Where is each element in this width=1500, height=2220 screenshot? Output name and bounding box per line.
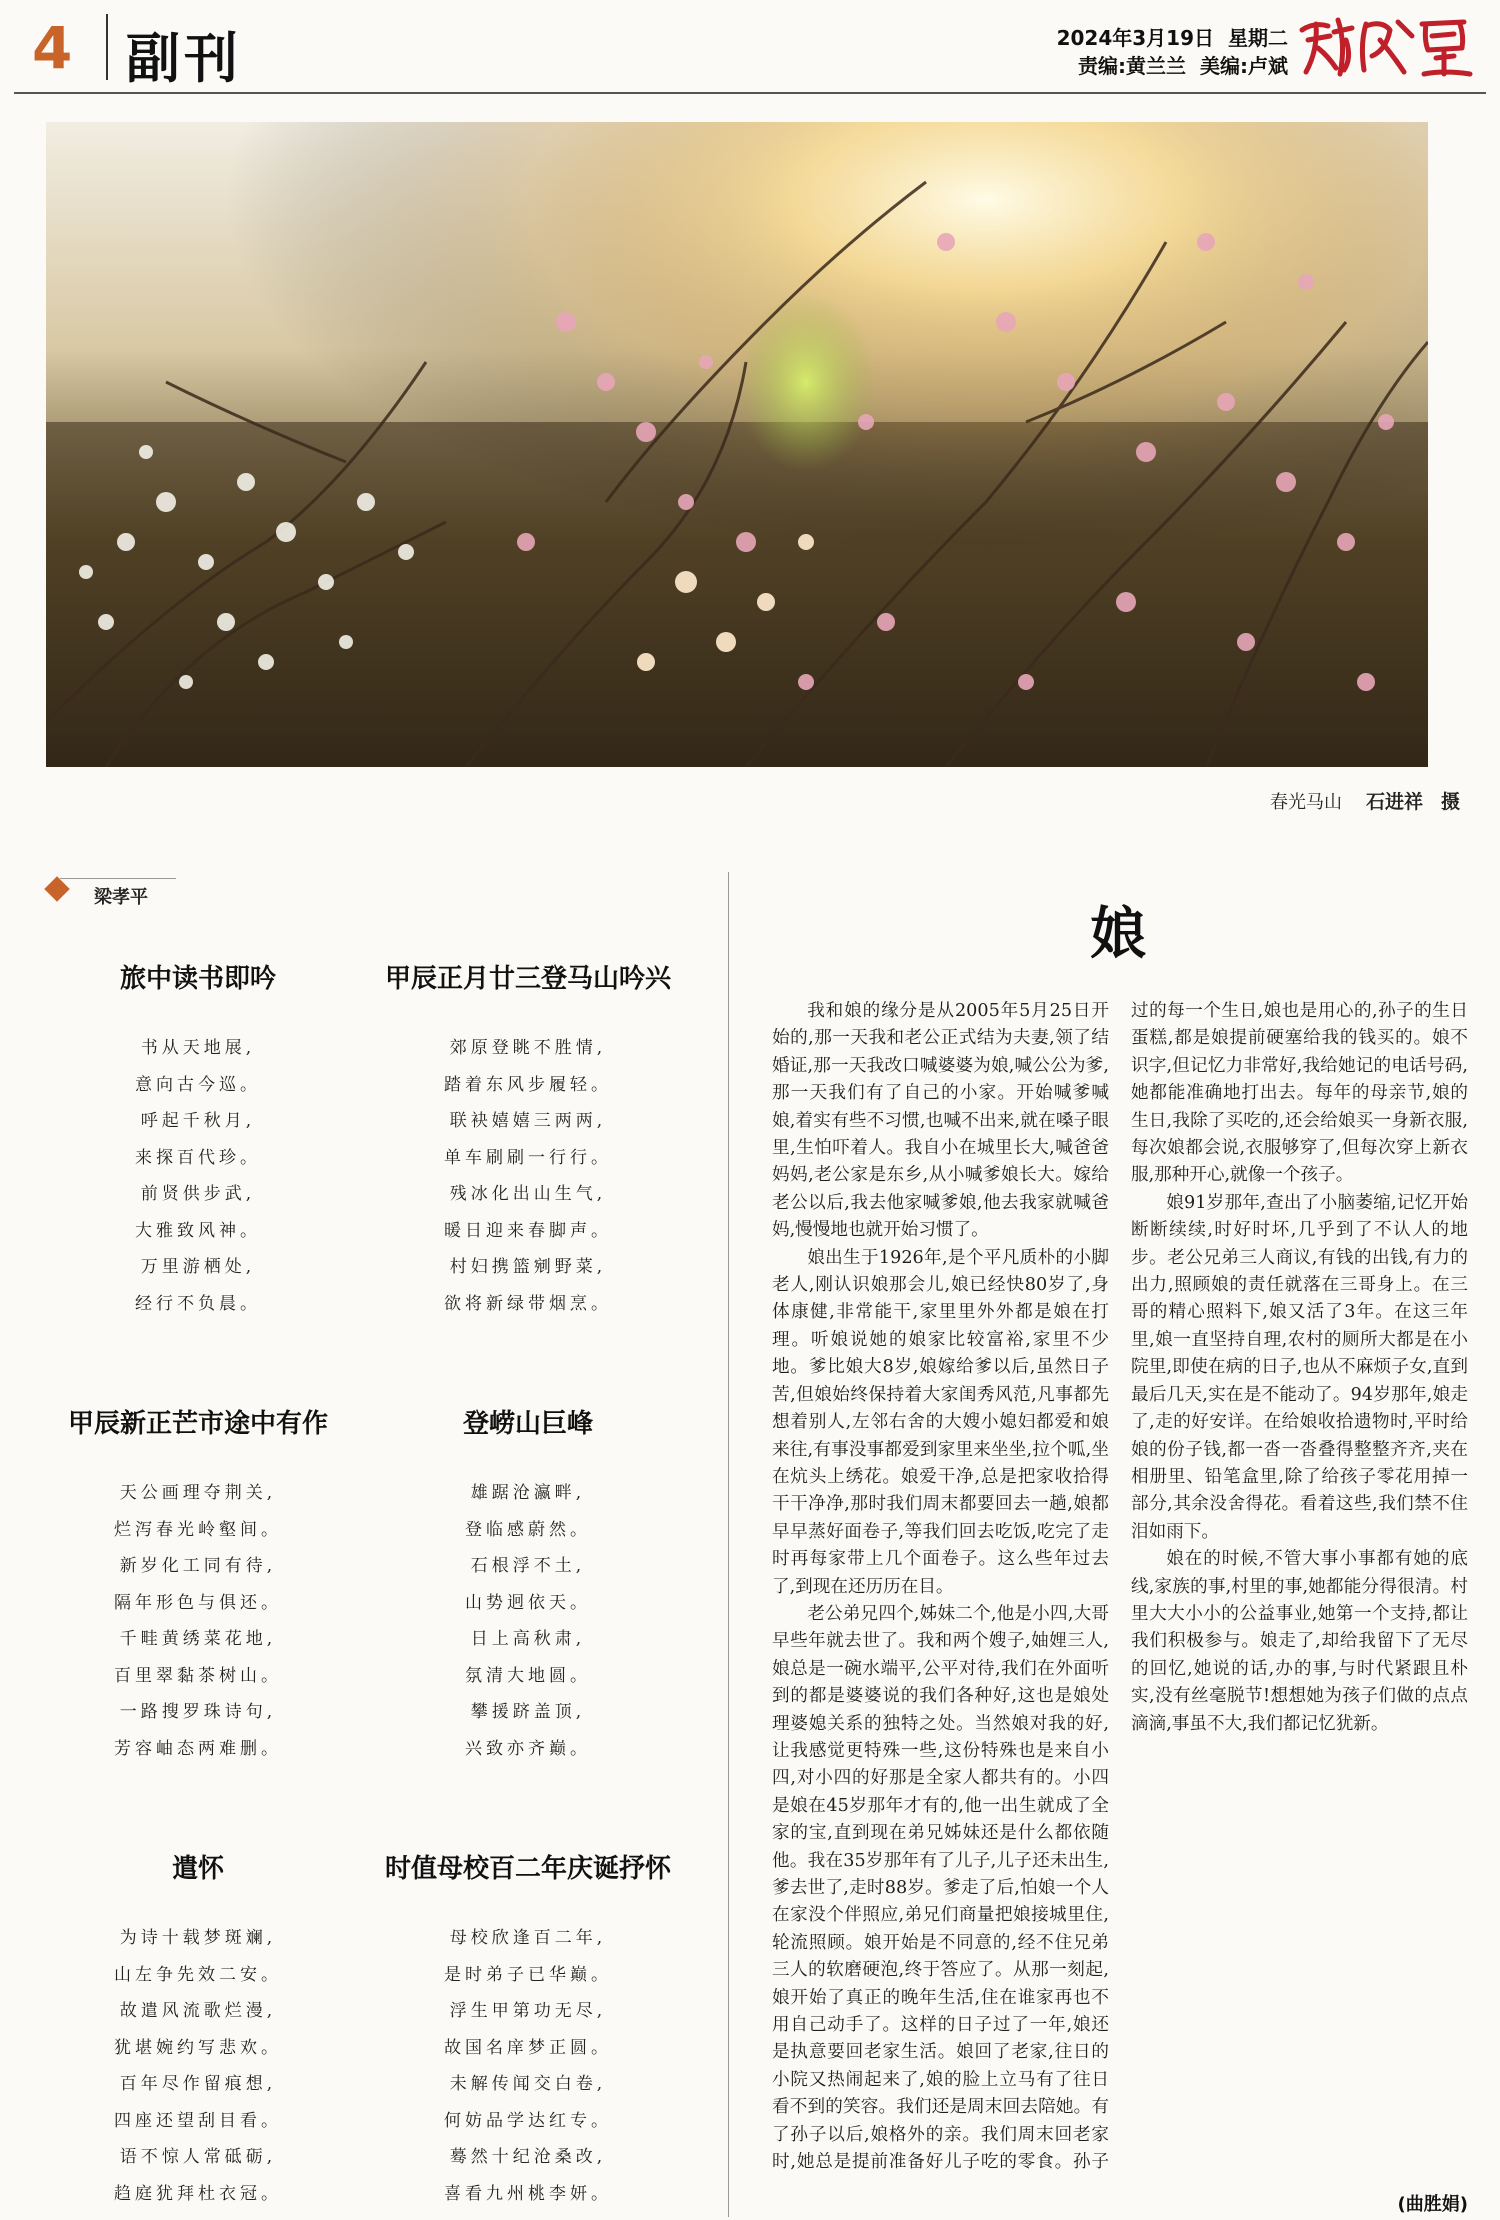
page-number: 4 bbox=[32, 14, 73, 82]
poem-1 bbox=[38, 958, 358, 1322]
section-title: 副刊 bbox=[126, 27, 242, 90]
poem-line: 兴致亦齐巅。 bbox=[465, 1738, 591, 1759]
poem-5 bbox=[38, 1848, 358, 2212]
poem-title: 登崂山巨峰 bbox=[462, 1409, 593, 1439]
poem-line: 四座还望刮目看。 bbox=[114, 2110, 282, 2131]
issue-date: 2024年3月19日 bbox=[1056, 26, 1214, 50]
plum-blossom-photo bbox=[46, 122, 1428, 767]
poem-line: 是时弟子已华巅。 bbox=[444, 1964, 612, 1985]
newspaper-logo bbox=[1294, 10, 1476, 82]
poem-line: 氛清大地圆。 bbox=[465, 1665, 591, 1686]
poem-line: 山左争先效二安。 bbox=[114, 1964, 282, 1985]
poem-line: 书从天地展, bbox=[140, 1038, 256, 1058]
poem-line: 经行不负晨。 bbox=[135, 1293, 261, 1314]
masthead-divider bbox=[106, 14, 108, 80]
poet-rule bbox=[60, 878, 176, 879]
poem-line: 攀援跻盖顶, bbox=[470, 1702, 586, 1722]
poem-line: 千畦黄绣菜花地, bbox=[119, 1629, 277, 1649]
photo-image bbox=[46, 122, 1428, 767]
designer: 美编:卢斌 bbox=[1200, 54, 1288, 78]
poem-line: 联袂嬉嬉三两两, bbox=[449, 1111, 607, 1131]
caption-title: 春光马山 bbox=[1269, 792, 1342, 813]
masthead-rule bbox=[14, 92, 1486, 94]
poem-line: 何妨品学达红专。 bbox=[444, 2110, 612, 2131]
poet-name: 梁孝平 bbox=[94, 887, 148, 908]
issue-weekday: 星期二 bbox=[1228, 26, 1288, 50]
column-divider bbox=[728, 872, 729, 2217]
poem-3 bbox=[38, 1403, 358, 1767]
poem-line: 郊原登眺不胜情, bbox=[449, 1038, 607, 1058]
diamond-icon bbox=[44, 876, 69, 901]
poem-line: 为诗十载梦斑斓, bbox=[119, 1928, 277, 1948]
poem-line: 故国名庠梦正圆。 bbox=[444, 2037, 612, 2058]
poem-title: 旅中读书即吟 bbox=[119, 964, 276, 994]
poem-line: 日上高秋肃, bbox=[470, 1629, 586, 1649]
poem-line: 山势迥依天。 bbox=[465, 1592, 591, 1613]
article-paragraph: 我和娘的缘分是从2005年5月25日开始的,那一天我和老公正式结为夫妻,领了结婚证,那一天我改口喊婆婆为娘,喊公公为爹,那一天我们有了自己的小家。开始喊爹喊娘,着实有些不习惯,也喊不出来,就在嗓子眼里,生怕吓着人。我自小在城里长大,喊爸爸妈妈,老公家是东乡,从小喊爹娘长大。嫁给老公以后,我去他家喊爹娘,他去我家就喊爸妈,慢慢地也就开始习惯了。 bbox=[772, 1001, 1109, 1241]
poem-line: 石根浮不土, bbox=[470, 1556, 586, 1576]
caption-author: 石进祥 bbox=[1365, 791, 1423, 813]
poem-line: 喜看九州桃李妍。 bbox=[444, 2183, 612, 2204]
poem-line: 前贤供步武, bbox=[140, 1184, 256, 1204]
poem-line: 蓦然十纪沧桑改, bbox=[449, 2147, 607, 2167]
issue-date-line bbox=[1043, 24, 1288, 52]
photo-caption bbox=[1270, 787, 1460, 814]
poem-line: 大雅致风神。 bbox=[135, 1220, 261, 1241]
article-paragraph: 老公弟兄四个,姊妹二个,他是小四,大哥早些年就去世了。我和两个嫂子,妯娌三人,娘总是一碗水端平,公平对待,我们在外面听到的都是婆婆说的我们各种好,这也是娘处理婆媳关系的独特之处。当然娘对我的好,让我感觉更特殊一些,这份特殊也是来自小四,对小四的好那是全家人都共有的。小四是娘在45岁那年才有的,他一出生就成了全家的宝,直到现在弟兄姊妹还是什么都依随他。我在35岁那年有了儿子,儿子还未出生,爹去世了,走时88岁。爹走了后,怕娘一个人在家没个伴照应,弟兄们商量把娘接城里住,轮流照顾。娘开始是不同意的,经不住兄弟三人的软磨硬泡,终于答应了。从那一刻起,娘开始了真正的晚年生活,住在谁家再也不用自己动手了。这样的日子过了一年,娘还是执意要回老家生活。娘回了老家,往日的小院又热闹起来了,娘的脸上立马有了往日看不到的笑容。我们还是周末回去陪她。有了孙子以后,娘格外的亲。我们周末回老家时,她总是提前准备好儿子吃的零食。孙子过的每一个生日,娘也是用心的,孙子的生日蛋糕,都是娘提前硬塞给我的钱买的。娘不识字,但记忆力非常好,我给她记的电话号码,她都能准确地打出去。每年的母亲节,娘的生日,我除了买吃的,还会给娘买一身新衣服,每次娘都会说,衣服够穿了,但每次穿上新衣服,那种开心,就像一个孩子。 bbox=[772, 1001, 1468, 2173]
poem-title: 甲辰新正芒市途中有作 bbox=[67, 1409, 328, 1439]
poem-line: 单车刷刷一行行。 bbox=[444, 1147, 612, 1168]
poem-title: 甲辰正月廿三登马山吟兴 bbox=[384, 964, 671, 994]
poem-line: 隔年形色与俱还。 bbox=[114, 1592, 282, 1613]
poem-title: 遣怀 bbox=[171, 1854, 224, 1884]
poem-line: 天公画理夺荆关, bbox=[119, 1483, 277, 1503]
poem-line: 芳容岫态两难删。 bbox=[114, 1738, 282, 1759]
poem-line: 浮生甲第功无尽, bbox=[449, 2001, 607, 2021]
poem-line: 暖日迎来春脚声。 bbox=[444, 1220, 612, 1241]
poem-6 bbox=[368, 1848, 688, 2212]
editor-line bbox=[1043, 52, 1288, 80]
article-paragraph: 娘在的时候,不管大事小事都有她的底线,家族的事,村里的事,她都能分得很清。村里大大小小的公益事业,她第一个支持,都让我们积极参与。娘走了,却给我留下了无尽的回忆,她说的话,办的事,与时代紧跟且朴实,没有丝毫脱节!想想她为孩子们做的点点滴滴,事虽不大,我们都记忆犹新。 bbox=[1131, 1549, 1468, 1734]
poem-line: 母校欣逢百二年, bbox=[449, 1928, 607, 1948]
article-body bbox=[772, 998, 1468, 2193]
caption-verb: 摄 bbox=[1440, 791, 1460, 813]
poem-line: 村妇携篮剜野菜, bbox=[449, 1257, 607, 1277]
poem-line: 踏着东风步履轻。 bbox=[444, 1074, 612, 1095]
poem-line: 犹堪婉约写悲欢。 bbox=[114, 2037, 282, 2058]
poem-line: 万里游栖处, bbox=[140, 1257, 256, 1277]
poem-title: 时值母校百二年庆诞抒怀 bbox=[384, 1854, 671, 1884]
poem-line: 残冰化出山生气, bbox=[449, 1184, 607, 1204]
poem-line: 百里翠黏茶树山。 bbox=[114, 1665, 282, 1686]
poem-line: 雄踞沧瀛畔, bbox=[470, 1483, 586, 1503]
poem-line: 趋庭犹拜杜衣冠。 bbox=[114, 2183, 282, 2204]
masthead bbox=[14, 0, 1486, 92]
poem-2 bbox=[368, 958, 688, 1322]
poem-4 bbox=[368, 1403, 688, 1767]
poem-line: 一路搜罗珠诗句, bbox=[119, 1702, 277, 1722]
poem-line: 欲将新绿带烟烹。 bbox=[444, 1293, 612, 1314]
article-paragraph: 娘出生于1926年,是个平凡质朴的小脚老人,刚认识娘那会儿,娘已经快80岁了,身体康健,非常能干,家里里外外都是娘在打理。听娘说她的娘家比较富裕,家里不少地。爹比娘大8岁,娘嫁给爹以后,虽然日子苦,但娘始终保持着大家闺秀风范,凡事都先想着别人,左邻右舍的大嫂小媳妇都爱和娘来往,有事没事都爱到家里来坐坐,拉个呱,坐在炕头上绣花。娘爱干净,总是把家收拾得干干净净,那时我们周末都要回去一趟,娘都早早蒸好面卷子,等我们回去吃饭,吃完了走时再每家带上几个面卷子。这么些年过去了,到现在还历历在目。 bbox=[772, 1247, 1109, 1597]
article-paragraph: 娘91岁那年,查出了小脑萎缩,记忆开始断断续续,时好时坏,几乎到了不认人的地步。老公兄弟三人商议,有钱的出钱,有力的出力,照顾娘的责任就落在三哥身上。在三哥的精心照料下,娘又活了3年。在这三年里,娘一直坚持自理,农村的厕所大都是在小院里,即使在病的日子,也从不麻烦子女,直到最后几天,实在是不能动了。94岁那年,娘走了,走的好安详。在给娘收拾遗物时,平时给娘的份子钱,都一沓一沓叠得整整齐齐,夹在相册里、铅笔盒里,除了给孩子零花用掉一部分,其余没舍得花。看着这些,我们禁不住泪如雨下。 bbox=[1131, 1192, 1468, 1542]
poem-line: 意向古今巡。 bbox=[135, 1074, 261, 1095]
poem-line: 百年尽作留痕想, bbox=[119, 2074, 277, 2094]
article-title: 娘 bbox=[1090, 902, 1146, 967]
poem-line: 故遣风流歌烂漫, bbox=[119, 2001, 277, 2021]
poem-line: 来探百代珍。 bbox=[135, 1147, 261, 1168]
poem-line: 烂泻春光岭壑间。 bbox=[114, 1519, 282, 1540]
poem-line: 呼起千秋月, bbox=[140, 1111, 256, 1131]
poem-line: 新岁化工同有待, bbox=[119, 1556, 277, 1576]
editor: 责编:黄兰兰 bbox=[1078, 54, 1186, 78]
poem-line: 未解传闻交白卷, bbox=[449, 2074, 607, 2094]
poem-line: 语不惊人常砥砺, bbox=[119, 2147, 277, 2167]
article-author: (曲胜娟) bbox=[1397, 2194, 1468, 2215]
poem-line: 登临感蔚然。 bbox=[465, 1519, 591, 1540]
issue-info bbox=[1043, 24, 1288, 80]
